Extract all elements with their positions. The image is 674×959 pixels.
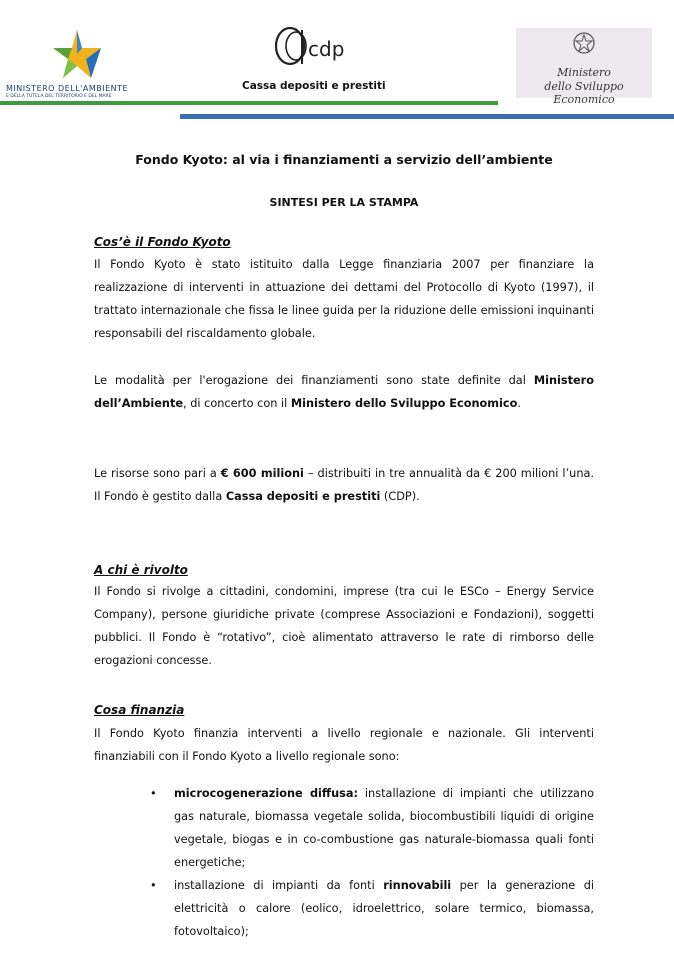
section-heading-cose: Cos’è il Fondo Kyoto — [94, 235, 231, 249]
ministry-label: MINISTERO DELL'AMBIENTE — [6, 84, 129, 93]
cdp-mark-icon — [272, 24, 352, 70]
sviluppo-label: dello Sviluppo Economico — [544, 80, 624, 106]
cdp-logo-text: cdp — [308, 37, 345, 61]
interventions-list — [150, 782, 594, 943]
paragraph-interventi: Il Fondo Kyoto finanzia interventi a livello regionale e nazionale. Gli interventi finanziabili con il Fondo Kyoto a livello regionale sono: — [94, 727, 594, 763]
paragraph-risorse: Le risorse sono pari a € 600 milioni – distribuiti in tre annualità da € 200 milioni l’una. Il Fondo è gestito dalla Cassa depositi e prestiti (CDP). — [94, 467, 594, 503]
page-title: Fondo Kyoto: al via i finanziamenti a servizio dell’ambiente — [135, 152, 553, 167]
republic-emblem-icon — [571, 30, 597, 56]
ministero-sviluppo-logo — [516, 28, 652, 106]
paragraph-destinatari: Il Fondo si rivolge a cittadini, condomini, imprese (tra cui le ESCo – Energy Service Company), persone giuridiche private (comprese Associazioni e Fondazioni), soggetti pubblici. Il Fondo è “rotativo”, cioè alimentato attraverso le rate di rimborso delle erogazioni concesse. — [94, 585, 594, 667]
blue-divider — [180, 114, 674, 119]
cdp-caption: Cassa depositi e prestiti — [242, 80, 386, 92]
ministry-sublabel: E DELLA TUTELA DEL TERRITORIO E DEL MARE — [6, 94, 112, 99]
section-heading-cosa-finanzia: Cosa finanzia — [94, 703, 185, 717]
list-item: • microcogenerazione diffusa: installazione di impianti che utilizzano gas naturale, biomassa vegetale solida, biocombustibili liquidi di origine vegetale, biogas e in co-combustione gas naturale-biomassa quali fonti energetiche; — [150, 782, 594, 874]
page-header — [0, 0, 674, 125]
green-divider — [0, 101, 498, 105]
list-item: • installazione di impianti da fonti rinnovabili per la generazione di elettricità o calore (eolico, idroelettrico, solare termico, biomassa, fotovoltaico); — [150, 874, 594, 943]
bullet-icon: • — [150, 787, 157, 800]
paragraph-intro: Il Fondo Kyoto è stato istituito dalla Legge finanziaria 2007 per finanziare la realizzazione di interventi in attuazione dei dettami del Protocollo di Kyoto (1997), il trattato internazionale che fissa le linee guida per la riduzione delle emissioni inquinanti responsabili del riscaldamento globale. — [94, 258, 594, 340]
ministero-ambiente-logo — [6, 26, 136, 98]
page-subtitle: SINTESI PER LA STAMPA — [269, 196, 419, 209]
bullet-icon: • — [150, 879, 157, 892]
paragraph-modalita: Le modalità per l'erogazione dei finanziamenti sono state definite dal Ministero dell’Ambiente, di concerto con il Ministero dello Sviluppo Economico. — [94, 374, 594, 410]
section-heading-a-chi: A chi è rivolto — [94, 563, 188, 577]
ministero-label: Ministero — [557, 66, 611, 79]
cdp-logo — [242, 24, 390, 94]
star-logo-icon — [41, 26, 113, 82]
